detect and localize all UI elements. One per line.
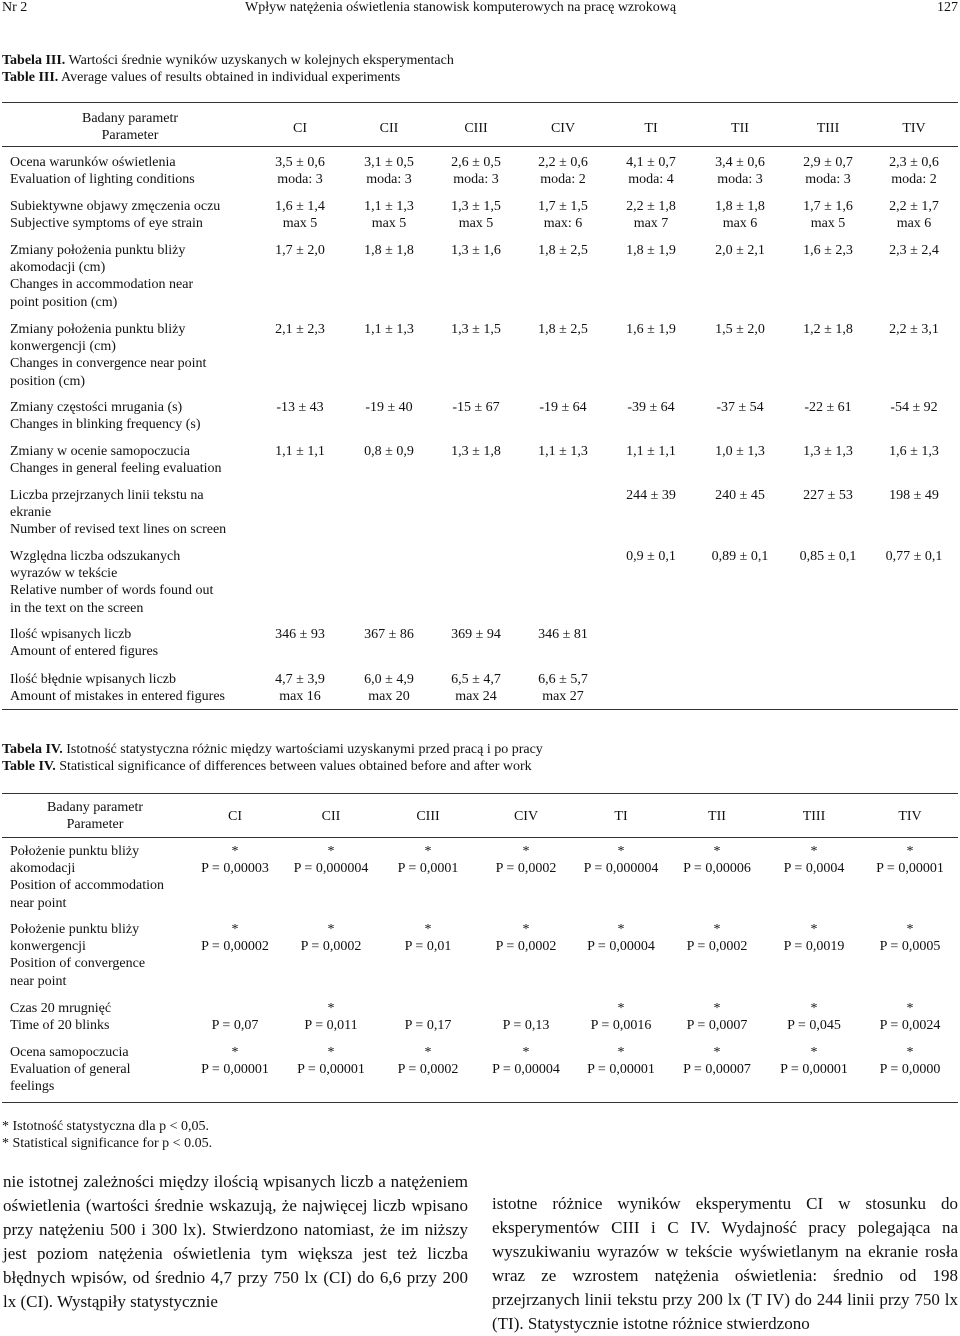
table3-cell: 0,77 ± 0,1 bbox=[885, 549, 943, 564]
table3-row-label: konwergencji (cm) bbox=[10, 339, 116, 355]
table4-cell: P = 0,0016 bbox=[590, 1018, 652, 1034]
table3-row-label: point position (cm) bbox=[10, 294, 118, 310]
table4-cell: P = 0,0004 bbox=[783, 861, 845, 877]
table4-row-label: Położenie punktu bliży bbox=[10, 922, 140, 937]
table4-row-label: Position of accommodation bbox=[10, 878, 164, 894]
table4-cell: P = 0,000004 bbox=[293, 861, 369, 877]
table4-cell: P = 0,0001 bbox=[397, 861, 459, 877]
table3-cell: max: 6 bbox=[543, 216, 583, 232]
table4-row-label: feelings bbox=[10, 1079, 55, 1095]
table3-row-label: wyrazów w tekście bbox=[10, 566, 118, 582]
table3-cell: 0,85 ± 0,1 bbox=[799, 549, 857, 564]
table4-cell: * bbox=[810, 922, 818, 937]
body-text-left: nie istotnej zależności między ilością wpisanych liczb a natężeniem oświetlenia (wartości średnie wskazują, że najwięcej liczb wpisano przy natężeniu 500 i 300 lx). Stwierdzono natomiast, że im niższy jest poziom natężenia oświetlenia tym większa jest też liczba błędnych wpisów, od średnio 4,7 przy 750 lx (CI) do 6,6 przy 200 lx (CI). Wystąpiły statystycznie bbox=[3, 1172, 468, 1311]
table3-cell: 1,0 ± 1,3 bbox=[715, 444, 765, 459]
table3-cell: 1,3 ± 1,5 bbox=[451, 199, 501, 214]
table3-cell: 0,8 ± 0,9 bbox=[364, 444, 414, 459]
table3-cell: moda: 2 bbox=[891, 172, 937, 188]
table3-cell: 1,2 ± 1,8 bbox=[803, 322, 853, 337]
table3-cell: 244 ± 39 bbox=[626, 488, 676, 503]
table3-cell: max 27 bbox=[542, 689, 584, 705]
table3-cell: moda: 2 bbox=[540, 172, 586, 188]
table4-cell: * bbox=[327, 1001, 335, 1016]
table4-cell: * bbox=[522, 844, 530, 859]
table4-cell: P = 0,00001 bbox=[876, 861, 944, 877]
table3-cell: 198 ± 49 bbox=[889, 488, 939, 503]
footnote-en: * Statistical significance for p < 0.05. bbox=[2, 1136, 213, 1151]
table3-row-label: akomodacji (cm) bbox=[10, 260, 106, 276]
table4-row-label: konwergencji bbox=[10, 939, 86, 955]
table4-cell: * bbox=[231, 844, 239, 859]
table3-cell: 2,1 ± 2,3 bbox=[275, 322, 325, 337]
table4-cell: * bbox=[231, 922, 239, 937]
table4-cell: P = 0,00006 bbox=[683, 861, 751, 877]
table4-cell: P = 0,0005 bbox=[879, 939, 941, 955]
table3-cell: 1,3 ± 1,6 bbox=[451, 243, 501, 258]
table3-col-header: TII bbox=[731, 121, 749, 136]
table3-row-label: Zmiany położenia punktu bliży bbox=[10, 322, 186, 337]
table4-cell: * bbox=[906, 922, 914, 937]
table3-cell: 2,2 ± 0,6 bbox=[538, 155, 588, 170]
table4-cell: * bbox=[231, 1045, 239, 1060]
table3-cell: 1,8 ± 1,9 bbox=[626, 243, 676, 258]
table3-param-header: Parameter bbox=[101, 128, 159, 144]
table3-cell: 0,89 ± 0,1 bbox=[711, 549, 769, 564]
table3-cell: 2,2 ± 1,7 bbox=[889, 199, 939, 214]
table4-cell: * bbox=[327, 922, 335, 937]
issue-number: Nr 2 bbox=[2, 0, 28, 15]
table3-cell: -15 ± 67 bbox=[452, 400, 500, 415]
table3-cell: moda: 3 bbox=[366, 172, 412, 188]
table3-row-label: Względna liczba odszukanych bbox=[10, 549, 181, 564]
table4-row-label: near point bbox=[10, 973, 67, 989]
table3-row-label: Relative number of words found out bbox=[10, 583, 214, 599]
table4-cell: P = 0,17 bbox=[404, 1018, 452, 1034]
table4-cell: P = 0,011 bbox=[304, 1018, 358, 1034]
running-title: Wpływ natężenia oświetlenia stanowisk komputerowych na pracę wzrokową bbox=[245, 0, 677, 15]
table4-caption bbox=[2, 741, 543, 775]
table3-cell: 367 ± 86 bbox=[364, 627, 414, 642]
table3-cell: 1,6 ± 2,3 bbox=[803, 243, 853, 258]
table3-row-label: Amount of mistakes in entered figures bbox=[10, 689, 226, 705]
table3-cell: 2,3 ± 2,4 bbox=[889, 243, 939, 258]
table3-cell: -39 ± 64 bbox=[627, 400, 675, 415]
table4-cell: P = 0,0000 bbox=[879, 1062, 941, 1078]
table4-cell: * bbox=[713, 922, 721, 937]
table4-row-label: Czas 20 mrugnięć bbox=[10, 1001, 112, 1016]
table3-cell: 1,6 ± 1,9 bbox=[626, 322, 676, 337]
table3-cell: moda: 3 bbox=[277, 172, 323, 188]
table3-cell: max 16 bbox=[279, 689, 321, 705]
table4-cell: P = 0,00004 bbox=[587, 939, 655, 955]
table4-param-header: Parameter bbox=[66, 817, 124, 833]
table3-col-header: CI bbox=[293, 121, 307, 136]
table4-row-label: Time of 20 blinks bbox=[10, 1018, 110, 1034]
table3-row-label: Ocena warunków oświetlenia bbox=[10, 155, 176, 170]
table4-caption-pl-label: Tabela IV. bbox=[2, 742, 63, 757]
table3-cell: -37 ± 54 bbox=[716, 400, 764, 415]
page-number: 127 bbox=[937, 0, 958, 15]
table4-cell: P = 0,07 bbox=[211, 1018, 259, 1034]
table4-cell: * bbox=[617, 844, 625, 859]
table3-row-label: Zmiany w ocenie samopoczucia bbox=[10, 444, 190, 459]
table4-cell: * bbox=[522, 922, 530, 937]
table3-row-label: ekranie bbox=[10, 505, 52, 521]
table3-cell: 1,8 ± 1,8 bbox=[364, 243, 414, 258]
table3-cell: max 20 bbox=[368, 689, 410, 705]
table3-cell: 1,1 ± 1,3 bbox=[538, 444, 588, 459]
table4-row-label: Evaluation of general bbox=[10, 1062, 131, 1078]
table4-cell: * bbox=[810, 844, 818, 859]
footnotes bbox=[2, 1118, 212, 1152]
table4-cell: P = 0,0002 bbox=[397, 1062, 459, 1078]
table4-bottom-rule bbox=[2, 1102, 958, 1103]
table4-cell: * bbox=[617, 1045, 625, 1060]
table3-caption-pl: Wartości średnie wyników uzyskanych w kolejnych eksperymentach bbox=[65, 53, 454, 68]
table3-cell: max 5 bbox=[810, 216, 846, 232]
table3-cell: max 6 bbox=[722, 216, 758, 232]
table3-cell: 1,1 ± 1,3 bbox=[364, 199, 414, 214]
table3-cell: 1,8 ± 2,5 bbox=[538, 243, 588, 258]
table3-cell: 2,2 ± 1,8 bbox=[626, 199, 676, 214]
table3-cell: -19 ± 40 bbox=[365, 400, 413, 415]
table3-cell: -13 ± 43 bbox=[276, 400, 324, 415]
body-text-right: istotne różnice wyników eksperymentu CI w stosunku do eksperymentów CIII i C IV. Wydajność pracy polegająca na wyszukiwaniu wyrazów w tekście wyświetlanym na ekranie rosła wraz ze wzrostem natężenia oświetlenia: średnio od 198 przejrzanych linii tekstu przy 200 lx (T IV) do 244 linii przy 750 lx (TI). Statystycznie istotne różnice stwierdzono bbox=[492, 1194, 958, 1333]
table4-col-header: CI bbox=[228, 809, 242, 824]
table3-cell: 1,6 ± 1,4 bbox=[275, 199, 325, 214]
table4-cell: * bbox=[713, 844, 721, 859]
table4-cell: P = 0,0002 bbox=[300, 939, 362, 955]
table3-cell: moda: 3 bbox=[717, 172, 763, 188]
table3-cell: 1,1 ± 1,3 bbox=[364, 322, 414, 337]
table3-col-header: CII bbox=[379, 121, 399, 136]
table3-cell: max 5 bbox=[458, 216, 494, 232]
table3-row-label: Changes in general feeling evaluation bbox=[10, 461, 222, 477]
table3-col-header: TI bbox=[644, 121, 658, 136]
table4-col-header: TI bbox=[614, 809, 628, 824]
table3-row-label: Zmiany częstości mrugania (s) bbox=[10, 400, 183, 415]
table4-cell: * bbox=[522, 1045, 530, 1060]
table3-row-label: Ilość błędnie wpisanych liczb bbox=[10, 672, 177, 687]
table4-cell: P = 0,13 bbox=[502, 1018, 550, 1034]
table3-cell: 1,8 ± 1,8 bbox=[715, 199, 765, 214]
table3-cell: 2,2 ± 3,1 bbox=[889, 322, 939, 337]
table4-cell: * bbox=[424, 922, 432, 937]
table3-cell: 6,5 ± 4,7 bbox=[451, 672, 501, 687]
table3-row-label: position (cm) bbox=[10, 373, 86, 389]
table4-col-header: CIV bbox=[513, 809, 539, 824]
table4-cell: * bbox=[713, 1045, 721, 1060]
table3-cell: 346 ± 93 bbox=[275, 627, 325, 642]
table3-bottom-rule bbox=[2, 709, 958, 710]
table4-cell: P = 0,0024 bbox=[879, 1018, 941, 1034]
table3-row-label: Changes in convergence near point bbox=[10, 356, 207, 372]
table4-col-header: TIV bbox=[898, 809, 922, 824]
table4-cell: * bbox=[810, 1045, 818, 1060]
table4-cell: * bbox=[327, 1045, 335, 1060]
table3-cell: 1,7 ± 1,6 bbox=[803, 199, 853, 214]
table3-row-label: Subiektywne objawy zmęczenia oczu bbox=[10, 199, 221, 214]
table3-row-label: Liczba przejrzanych linii tekstu na bbox=[10, 488, 204, 503]
table4-header-rule bbox=[2, 837, 958, 838]
table3-cell: 2,3 ± 0,6 bbox=[889, 155, 939, 170]
table3-cell: moda: 3 bbox=[453, 172, 499, 188]
table3-caption-pl-label: Tabela III. bbox=[2, 53, 66, 68]
table3-cell: 6,0 ± 4,9 bbox=[364, 672, 414, 687]
table3-cell: 1,3 ± 1,3 bbox=[803, 444, 853, 459]
table4-cell: P = 0,0019 bbox=[783, 939, 845, 955]
table4-caption-en: Statistical significance of differences between values obtained before and after work bbox=[55, 759, 532, 774]
table4-cell: P = 0,000004 bbox=[583, 861, 659, 877]
table3-cell: 1,6 ± 1,3 bbox=[889, 444, 939, 459]
table3-cell: 1,3 ± 1,5 bbox=[451, 322, 501, 337]
footnote-pl: * Istotność statystyczna dla p < 0,05. bbox=[2, 1119, 209, 1134]
table3-cell: 227 ± 53 bbox=[803, 488, 853, 503]
table4-cell: * bbox=[713, 1001, 721, 1016]
table4-row-label: akomodacji bbox=[10, 861, 76, 877]
table4-cell: * bbox=[906, 1045, 914, 1060]
table3-row-label: Changes in accommodation near bbox=[10, 277, 194, 293]
table3-row-label: Amount of entered figures bbox=[10, 644, 159, 660]
table3-cell: 240 ± 45 bbox=[715, 488, 765, 503]
table4-row-label: Position of convergence bbox=[10, 956, 146, 972]
table4-cell: * bbox=[617, 922, 625, 937]
table4-row-label: Położenie punktu bliży bbox=[10, 844, 140, 859]
table3-cell: max 5 bbox=[282, 216, 318, 232]
table4-top-rule bbox=[2, 793, 958, 794]
table3-col-header: TIII bbox=[816, 121, 840, 136]
table3-cell: 4,7 ± 3,9 bbox=[275, 672, 325, 687]
table3-cell: moda: 3 bbox=[805, 172, 851, 188]
table3-cell: 0,9 ± 0,1 bbox=[626, 549, 676, 564]
running-header bbox=[0, 0, 960, 20]
table4-cell: * bbox=[617, 1001, 625, 1016]
table3-cell: 4,1 ± 0,7 bbox=[626, 155, 676, 170]
table4-cell: P = 0,00001 bbox=[587, 1062, 655, 1078]
table3-row-label: Evaluation of lighting conditions bbox=[10, 172, 195, 188]
table4-cell: P = 0,00003 bbox=[201, 861, 269, 877]
table4-row-label: Ocena samopoczucia bbox=[10, 1045, 129, 1060]
table4-cell: P = 0,045 bbox=[787, 1018, 841, 1034]
table3-cell: 2,0 ± 2,1 bbox=[715, 243, 765, 258]
table4-cell: P = 0,0007 bbox=[686, 1018, 748, 1034]
table3-row-label: Changes in blinking frequency (s) bbox=[10, 417, 201, 433]
table3-cell: 1,7 ± 2,0 bbox=[275, 243, 325, 258]
table3-param-header: Badany parametr bbox=[81, 111, 178, 126]
table3-row-label: Ilość wpisanych liczb bbox=[10, 627, 132, 642]
table4-caption-en-label: Table IV. bbox=[2, 759, 56, 774]
table3-cell: 1,1 ± 1,1 bbox=[275, 444, 325, 459]
table4-col-header: TII bbox=[708, 809, 726, 824]
table3-row-label: in the text on the screen bbox=[10, 600, 144, 616]
table4-cell: P = 0,00002 bbox=[201, 939, 269, 955]
table4-cell: * bbox=[906, 844, 914, 859]
table3-cell: 1,3 ± 1,8 bbox=[451, 444, 501, 459]
table3-cell: -22 ± 61 bbox=[804, 400, 852, 415]
table3-cell: 1,8 ± 2,5 bbox=[538, 322, 588, 337]
table3-cell: 2,6 ± 0,5 bbox=[451, 155, 501, 170]
table3-row-label: Zmiany położenia punktu bliży bbox=[10, 243, 186, 258]
table3-cell: max 5 bbox=[371, 216, 407, 232]
table3-cell: moda: 4 bbox=[628, 172, 674, 188]
table4-cell: * bbox=[424, 1045, 432, 1060]
table4-col-header: CII bbox=[321, 809, 341, 824]
table3-cell: max 6 bbox=[896, 216, 932, 232]
table3-cell: max 24 bbox=[455, 689, 497, 705]
table3-cell: 3,4 ± 0,6 bbox=[715, 155, 765, 170]
table3-top-rule bbox=[2, 102, 958, 103]
table4-param-header: Badany parametr bbox=[46, 800, 143, 815]
table4-cell: P = 0,01 bbox=[404, 939, 452, 955]
table4-cell: P = 0,00001 bbox=[201, 1062, 269, 1078]
table3-cell: 6,6 ± 5,7 bbox=[538, 672, 588, 687]
table4-cell: P = 0,00004 bbox=[492, 1062, 560, 1078]
table3-caption-en-label: Table III. bbox=[2, 70, 59, 85]
table3-cell: 3,5 ± 0,6 bbox=[275, 155, 325, 170]
table3-col-header: CIII bbox=[464, 121, 488, 136]
table3-caption bbox=[2, 52, 454, 86]
table4-cell: P = 0,0002 bbox=[686, 939, 748, 955]
table4-cell: * bbox=[906, 1001, 914, 1016]
table4-cell: P = 0,00001 bbox=[780, 1062, 848, 1078]
table3-row-label: Number of revised text lines on screen bbox=[10, 522, 227, 538]
table3-cell: 2,9 ± 0,7 bbox=[803, 155, 853, 170]
table4-cell: P = 0,00001 bbox=[297, 1062, 365, 1078]
table3-cell: 1,5 ± 2,0 bbox=[715, 322, 765, 337]
table4-cell: P = 0,0002 bbox=[495, 861, 557, 877]
table4-cell: * bbox=[424, 844, 432, 859]
table3-col-header: CIV bbox=[550, 121, 576, 136]
table4-cell: P = 0,00007 bbox=[683, 1062, 751, 1078]
table3-cell: -54 ± 92 bbox=[890, 400, 938, 415]
table4-cell: * bbox=[810, 1001, 818, 1016]
table3-cell: max 7 bbox=[633, 216, 669, 232]
table3-cell: 346 ± 81 bbox=[538, 627, 588, 642]
table4-cell: P = 0,0002 bbox=[495, 939, 557, 955]
table3-row-label: Subjective symptoms of eye strain bbox=[10, 216, 203, 232]
table3-cell: 369 ± 94 bbox=[451, 627, 501, 642]
table3-header-rule bbox=[2, 146, 958, 147]
table3-caption-en: Average values of results obtained in individual experiments bbox=[58, 70, 401, 85]
table4-col-header: TIII bbox=[802, 809, 826, 824]
table3-cell: 1,1 ± 1,1 bbox=[626, 444, 676, 459]
table4-caption-pl: Istotność statystyczna różnic między wartościami uzyskanymi przed pracą i po pracy bbox=[62, 742, 543, 757]
table4-cell: * bbox=[327, 844, 335, 859]
table3-col-header: TIV bbox=[902, 121, 926, 136]
table4-row-label: near point bbox=[10, 895, 67, 911]
table3-cell: 1,7 ± 1,5 bbox=[538, 199, 588, 214]
table3-cell: -19 ± 64 bbox=[539, 400, 587, 415]
table4-col-header: CIII bbox=[416, 809, 440, 824]
table3-cell: 3,1 ± 0,5 bbox=[364, 155, 414, 170]
